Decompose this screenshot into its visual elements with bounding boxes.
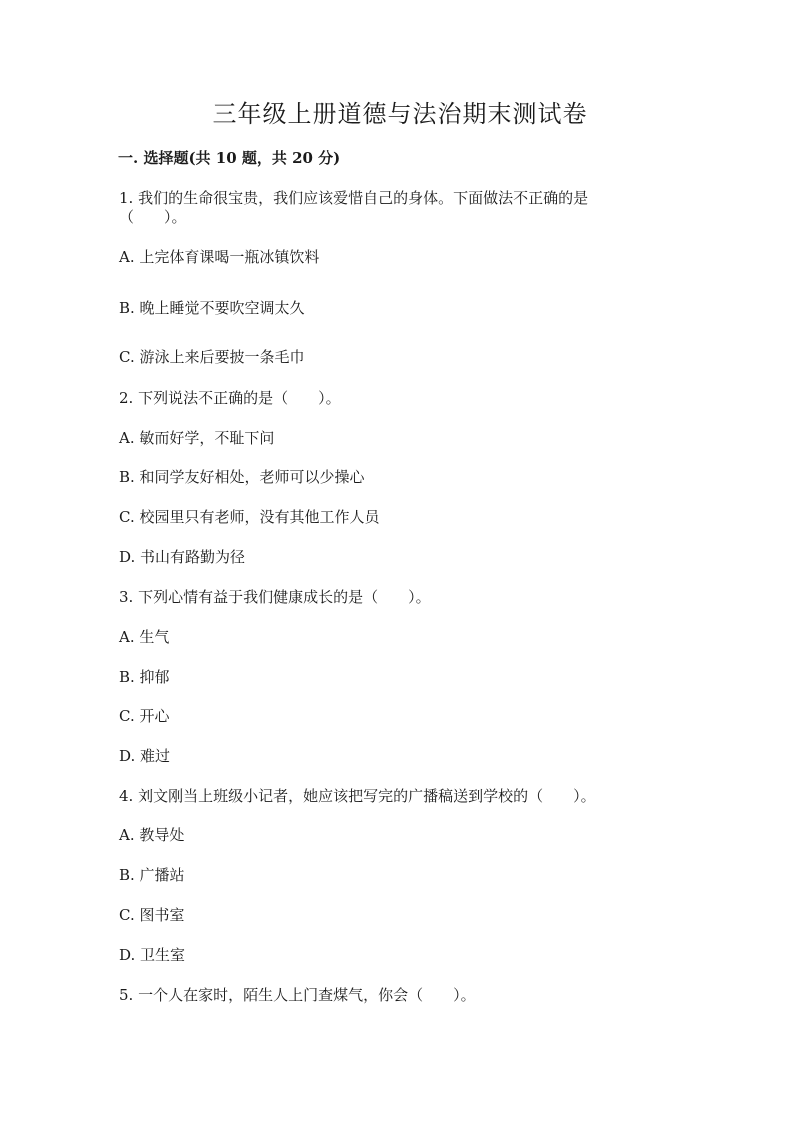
question-4-option-a: A. 教导处 xyxy=(119,826,185,844)
question-3-stem: 3. 下列心情有益于我们健康成长的是（ ）。 xyxy=(119,588,431,606)
section-heading: 一. 选择题(共 10 题，共 20 分) xyxy=(118,149,341,167)
question-4-option-b: B. 广播站 xyxy=(119,866,185,884)
exam-title: 三年级上册道德与法治期末测试卷 xyxy=(212,100,588,128)
question-2-option-b: B. 和同学友好相处，老师可以少操心 xyxy=(119,468,365,486)
question-3-option-a: A. 生气 xyxy=(119,628,170,646)
question-4-stem: 4. 刘文刚当上班级小记者，她应该把写完的广播稿送到学校的（ ）。 xyxy=(119,787,596,805)
question-1-option-b: B. 晚上睡觉不要吹空调太久 xyxy=(119,299,305,317)
question-1-blank: （ ）。 xyxy=(119,208,187,226)
question-3-option-d: D. 难过 xyxy=(119,747,171,765)
question-4-option-c: C. 图书室 xyxy=(119,906,185,924)
question-4-option-d: D. 卫生室 xyxy=(119,946,186,964)
question-5-stem: 5. 一个人在家时，陌生人上门查煤气，你会（ ）。 xyxy=(119,986,476,1004)
question-2-option-d: D. 书山有路勤为径 xyxy=(119,548,246,566)
question-1-option-c: C. 游泳上来后要披一条毛巾 xyxy=(119,348,305,366)
question-2-option-a: A. 敏而好学，不耻下问 xyxy=(119,429,275,447)
question-3-option-c: C. 开心 xyxy=(119,707,170,725)
question-3-option-b: B. 抑郁 xyxy=(119,668,170,686)
question-1-option-a: A. 上完体育课喝一瓶冰镇饮料 xyxy=(119,248,320,266)
question-2-option-c: C. 校园里只有老师，没有其他工作人员 xyxy=(119,508,380,526)
question-2-stem: 2. 下列说法不正确的是（ ）。 xyxy=(119,389,341,407)
question-1-stem: 1. 我们的生命很宝贵，我们应该爱惜自己的身体。下面做法不正确的是 xyxy=(119,189,589,207)
